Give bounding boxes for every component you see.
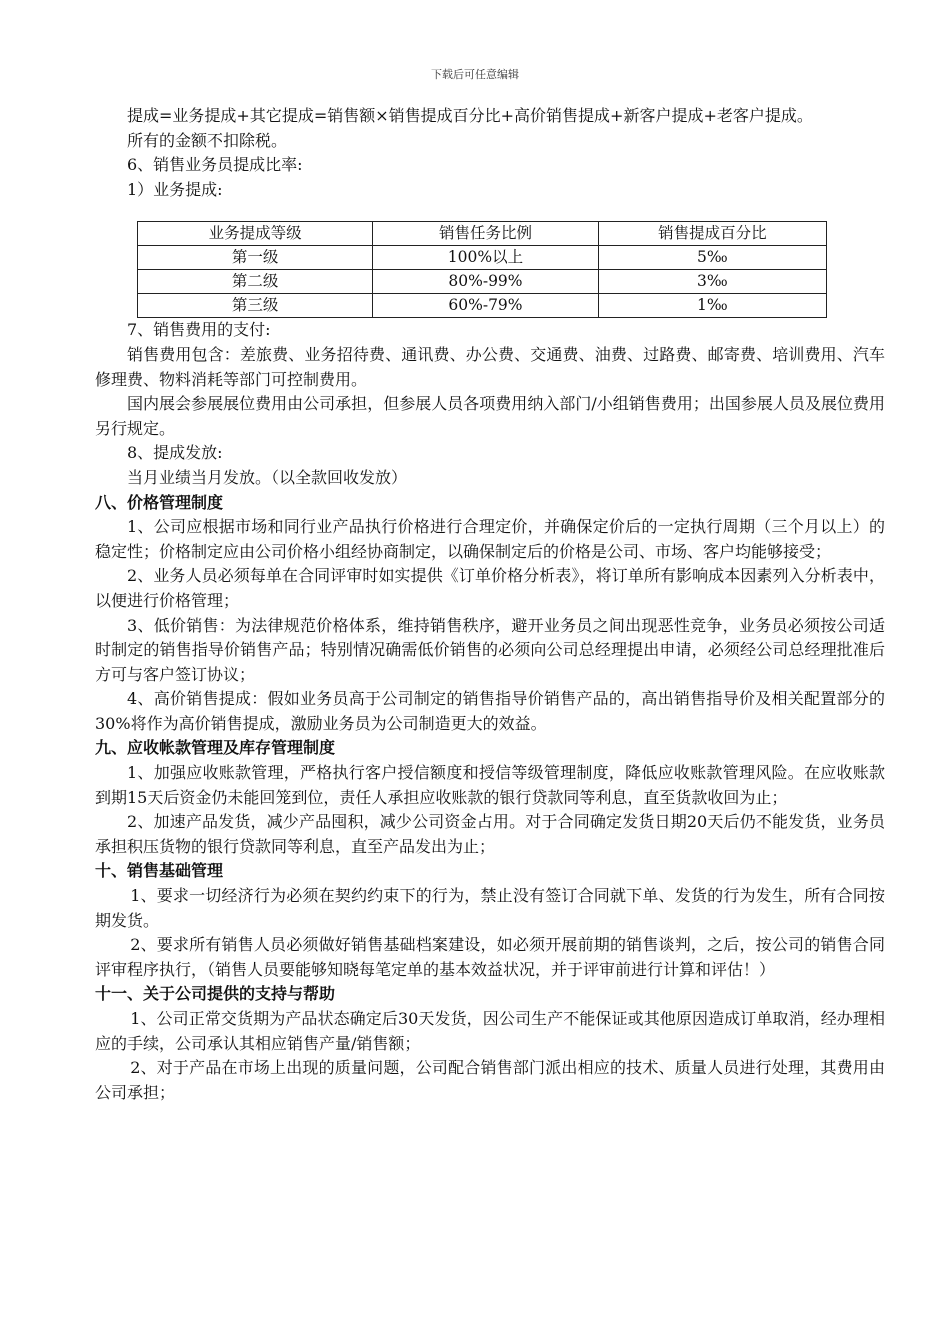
- paragraph: 1、公司正常交货期为产品状态确定后30天发货，因公司生产不能保证或其他原因造成订单取消，经办理相应的手续，公司承认其相应销售产量/销售额；: [95, 1009, 885, 1053]
- table-row: [138, 270, 827, 294]
- table-cell: 80%-99%: [373, 270, 598, 294]
- table-cell: 3‰: [598, 270, 826, 294]
- table-row: [138, 294, 827, 318]
- paragraph: 4、高价销售提成：假如业务员高于公司制定的销售指导价销售产品的，高出销售指导价及相关配置部分的30%将作为高价销售提成，激励业务员为公司制造更大的效益。: [95, 689, 885, 733]
- section-7-title: 7、销售费用的支付:: [127, 320, 271, 340]
- paragraph: 2、对于产品在市场上出现的质量问题，公司配合销售部门派出相应的技术、质量人员进行处理，其费用由公司承担；: [95, 1058, 885, 1102]
- section-6-title: 6、销售业务员提成比率:: [127, 155, 303, 175]
- tax-note: 所有的金额不扣除税。: [127, 130, 288, 150]
- table-cell: 第一级: [138, 246, 373, 270]
- paragraph: 国内展会参展展位费用由公司承担，但参展人员各项费用纳入部门/小组销售费用；出国参展人员及展位费用另行规定。: [95, 394, 885, 438]
- table-row: [138, 246, 827, 270]
- table-cell: 5‰: [598, 246, 826, 270]
- paragraph: 3、低价销售：为法律规范价格体系，维持销售秩序，避开业务员之间出现恶性竞争，业务员必须按公司适时制定的销售指导价销售产品；特别情况确需低价销售的必须向公司总经理提出申请，必须经公司总经理批准后方可与客户签订协议；: [95, 615, 885, 684]
- section-heading: 十一、关于公司提供的支持与帮助: [95, 984, 336, 1004]
- paragraph: 2、加速产品发货，减少产品囤积，减少公司资金占用。对于合同确定发货日期20天后仍不能发货，业务员承担积压货物的银行贷款同等利息，直至产品发出为止；: [95, 812, 885, 856]
- paragraph: 销售费用包含：差旅费、业务招待费、通讯费、办公费、交通费、油费、过路费、邮寄费、培训费用、汽车修理费、物料消耗等部门可控制费用。: [95, 344, 885, 389]
- commission-table: [137, 221, 827, 318]
- table-header-row: [138, 222, 827, 246]
- table-cell: 100%以上: [373, 246, 598, 270]
- table-header-cell: 销售提成百分比: [598, 222, 826, 246]
- section-heading: 十、销售基础管理: [95, 861, 224, 881]
- table-cell: 60%-79%: [373, 294, 598, 318]
- paragraph: 1、加强应收账款管理，严格执行客户授信额度和授信等级管理制度，降低应收账款管理风险。在应收账款到期15天后资金仍未能回笼到位，责任人承担应收账款的银行贷款同等利息，直至货款收回为止；: [95, 763, 885, 807]
- section-8-title: 8、提成发放:: [127, 443, 223, 463]
- paragraph: 2、业务人员必须每单在合同评审时如实提供《订单价格分析表》，将订单所有影响成本因素列入分析表中，以便进行价格管理；: [95, 566, 885, 610]
- section-heading: 九、应收帐款管理及库存管理制度: [95, 738, 336, 758]
- table-cell: 第三级: [138, 294, 373, 318]
- table-header-cell: 业务提成等级: [138, 222, 373, 246]
- table-cell: 第二级: [138, 270, 373, 294]
- document-body: [95, 104, 885, 1105]
- paragraph: 2、要求所有销售人员必须做好销售基础档案建设，如必须开展前期的销售谈判，之后，按公司的销售合同评审程序执行，（销售人员要能够知晓每笔定单的基本效益状况，并于评审前进行计算和评估！）: [95, 935, 885, 979]
- paragraph: 1、公司应根据市场和同行业产品执行价格进行合理定价，并确保定价后的一定执行周期（三个月以上）的稳定性；价格制定应由公司价格小组经协商制定，以确保制定后的价格是公司、市场、客户均能够接受；: [95, 517, 885, 561]
- section-6-subtitle: 1）业务提成:: [127, 179, 223, 199]
- page-header: 下载后可任意编辑: [431, 68, 519, 81]
- section-heading: 八、价格管理制度: [95, 492, 224, 512]
- commission-formula: 提成=业务提成+其它提成=销售额×销售提成百分比+高价销售提成+新客户提成+老客户提成。: [127, 106, 813, 125]
- paragraph: 1、要求一切经济行为必须在契约约束下的行为，禁止没有签订合同就下单、发货的行为发生，所有合同按期发货。: [95, 886, 885, 930]
- table-header-cell: 销售任务比例: [373, 222, 598, 246]
- paragraph: 当月业绩当月发放。（以全款回收发放）: [127, 467, 408, 487]
- table-cell: 1‰: [598, 294, 826, 318]
